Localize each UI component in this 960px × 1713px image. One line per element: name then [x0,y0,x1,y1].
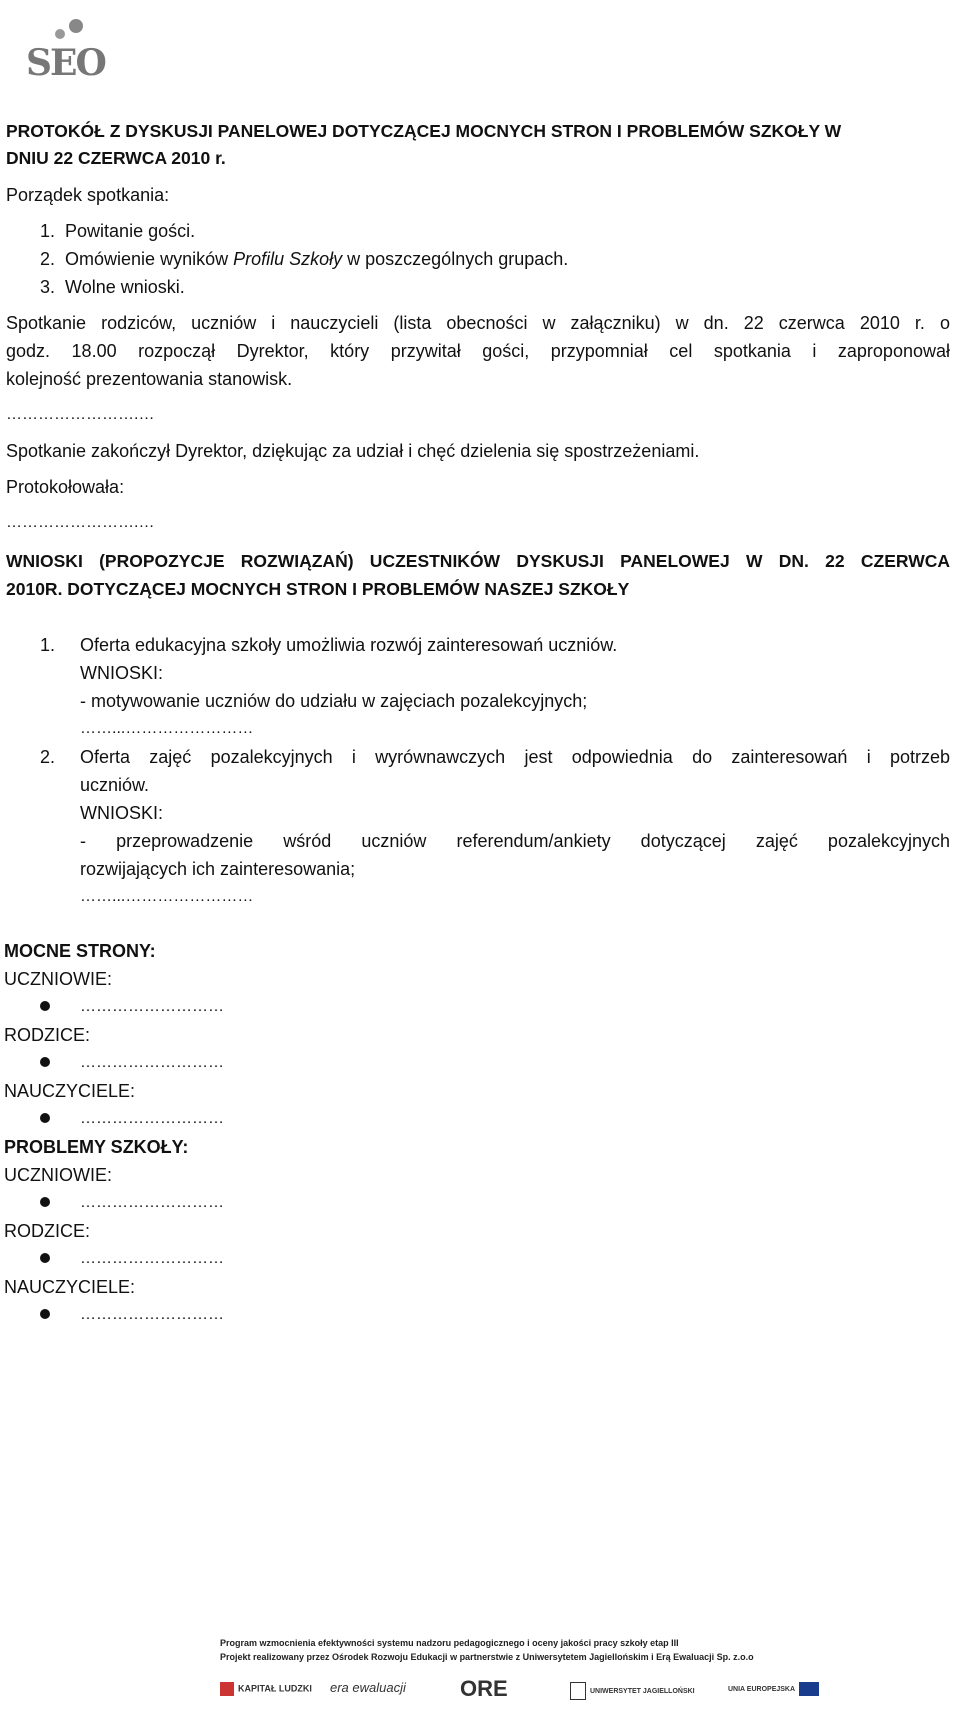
proposal-dots: ……...…………………… [80,720,254,737]
problems-group-label: NAUCZYCIELE: [4,1277,136,1297]
proposal-number: 2. [40,747,56,767]
agenda-item [40,216,195,246]
intro-line-1: Spotkanie rodziców, uczniów i nauczycieli (lista obecności w załączniku) w dn. 22 czerwca 2010 r. o [6,313,950,333]
uniwersytet-jagiellonski-logo: UNIWERSYTET JAGIELLOŃSKI [570,1682,695,1700]
agenda-item-italic: Profilu Szkoły [233,249,343,269]
bullet-icon [40,1197,50,1207]
agenda-item [40,272,185,302]
bullet-icon [40,1001,50,1011]
bullet-icon [40,1253,50,1263]
strengths-dots: ……………………… [80,1054,224,1071]
intro-line-3: kolejność prezentowania stanowisk. [6,369,293,389]
problems-dots: ……………………… [80,1194,224,1211]
proposal-wniosek: - przeprowadzenie wśród uczniów referendum/ankiety dotyczącej zajęć pozalekcyjnych [80,831,950,851]
strengths-group-label: UCZNIOWIE: [4,969,112,989]
proposal-statement: Oferta zajęć pozalekcyjnych i wyrównawczych jest odpowiednia do zainteresowań i potrzeb [80,747,950,767]
footer-project-line: Projekt realizowany przez Ośrodek Rozwoju Edukacji w partnerstwie z Uniwersytetem Jagiellońskim i Erą Ewaluacji Sp. z.o.o [220,1652,754,1662]
proposal-wniosek: - motywowanie uczniów do udziału w zajęciach pozalekcyjnych; [80,691,588,711]
proposal-statement: Oferta edukacyjna szkoły umożliwia rozwój zainteresowań uczniów. [80,635,618,655]
ore-logo: ORE [460,1676,508,1701]
proposal-wnioski-label: WNIOSKI: [80,803,164,823]
proposals-heading-line-2: 2010R. DOTYCZĄCEJ MOCNYCH STRON I PROBLEMÓW NASZEJ SZKOŁY [6,579,630,599]
bullet-icon [40,1309,50,1319]
problems-heading: PROBLEMY SZKOŁY: [4,1137,189,1157]
intro-line-2: godz. 18.00 rozpoczął Dyrektor, który przywitał gości, przypomniał cel spotkania i zaproponował [6,341,950,361]
agenda-item-number: 2. [40,249,56,269]
agenda-item-text: Wolne wnioski. [65,277,185,297]
problems-group-label: UCZNIOWIE: [4,1165,112,1185]
strengths-heading: MOCNE STRONY: [4,941,156,961]
seo-logo-text: SEO [26,42,105,84]
agenda-item-text: Omówienie wyników [65,249,234,269]
agenda-item-number: 1. [40,221,56,241]
agenda-item-text: w poszczególnych grupach. [342,249,569,269]
proposals-heading-line-1: WNIOSKI (PROPOZYCJE ROZWIĄZAŃ) UCZESTNIKÓW DYSKUSJI PANELOWEJ W DN. 22 CZERWCA [6,551,950,571]
closing-text: Spotkanie zakończył Dyrektor, dziękując za udział i chęć dzielenia się spostrzeżeniami. [6,441,700,461]
strengths-group-label: RODZICE: [4,1025,91,1045]
proposal-number: 1. [40,635,56,655]
agenda-item-number: 3. [40,277,56,297]
agenda-item-text: Powitanie gości. [65,221,196,241]
strengths-group-label: NAUCZYCIELE: [4,1081,136,1101]
strengths-dots: ……………………… [80,1110,224,1127]
problems-dots: ……………………… [80,1250,224,1267]
recorder-label: Protokołowała: [6,477,125,497]
kapital-ludzki-logo: KAPITAŁ LUDZKI [220,1682,312,1696]
proposal-wnioski-label: WNIOSKI: [80,663,164,683]
document-title-line-1: PROTOKÓŁ Z DYSKUSJI PANELOWEJ DOTYCZĄCEJ MOCNYCH STRON I PROBLEMÓW SZKOŁY W [6,121,842,141]
footer-program-line: Program wzmocnienia efektywności systemu nadzoru pedagogicznego i oceny jakości pracy szkoły etap III [220,1638,679,1648]
agenda-item [40,244,568,274]
proposal-statement-cont: uczniów. [80,775,150,795]
document-title-line-2: DNIU 22 CZERWCA 2010 r. [6,148,226,168]
bullet-icon [40,1057,50,1067]
strengths-dots: ……………………… [80,998,224,1015]
unia-europejska-logo: UNIA EUROPEJSKA [728,1682,819,1696]
proposal-dots: ……...…………………… [80,888,254,905]
problems-dots: ……………………… [80,1306,224,1323]
footer-logos [220,1674,960,1706]
recorder-dots: …………………….… [6,514,155,531]
seo-logo [26,14,105,109]
agenda-heading: Porządek spotkania: [6,185,170,205]
bullet-icon [40,1113,50,1123]
era-ewaluacji-logo: era ewaluacji [330,1680,406,1695]
intro-dots: …………………….… [6,406,155,423]
proposal-wniosek-cont: rozwijających ich zainteresowania; [80,859,356,879]
problems-group-label: RODZICE: [4,1221,91,1241]
